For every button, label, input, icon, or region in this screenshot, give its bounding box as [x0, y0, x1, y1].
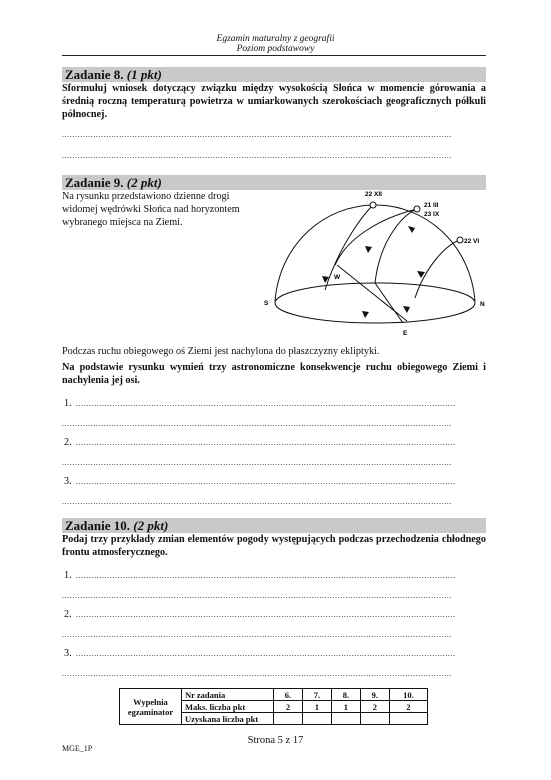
task10-title: Zadanie 10.	[65, 518, 131, 533]
score-row-label: Nr zadania	[182, 689, 274, 701]
task-number-cell: 9.	[360, 689, 389, 701]
answer-line[interactable]: ..................................................................................................................................................	[76, 571, 456, 580]
answer-line[interactable]: ..................................................................................................................................................	[76, 477, 456, 486]
task-number-cell: 10.	[389, 689, 427, 701]
diagonal-line-2	[375, 283, 403, 323]
arrow-head	[362, 311, 369, 318]
task10-heading	[62, 518, 486, 533]
celestial-dome	[275, 205, 475, 301]
sun-path-22vi	[415, 240, 460, 298]
task8-points: (1 pkt)	[126, 67, 162, 82]
answer-line[interactable]: ......................................................................................................................................................	[62, 591, 452, 600]
arrow-head	[403, 306, 410, 313]
task9-points: (2 pkt)	[126, 175, 162, 190]
task-number-cell: 6.	[274, 689, 303, 701]
answer-number: 1.	[64, 398, 72, 409]
task-number-cell: 8.	[331, 689, 360, 701]
task9-title: Zadanie 9.	[65, 175, 124, 190]
max-points-cell: 2	[274, 701, 303, 713]
diagonal-line	[337, 265, 407, 321]
task9-question: Na podstawie rysunku wymień trzy astronomiczne konsekwencje ruchu obiegowego Ziemi i nachylenia jej osi.	[62, 362, 486, 386]
label-22vi: 22 VI	[464, 238, 480, 245]
answer-number: 1.	[64, 570, 72, 581]
arrow-head	[408, 226, 415, 233]
score-filler-label: Wypełnia egzaminator	[120, 689, 182, 725]
label-21iii: 21 III	[424, 202, 439, 209]
task9-statement: Podczas ruchu obiegowego oś Ziemi jest nachylona do płaszczyzny ekliptyki.	[62, 346, 380, 357]
answer-line[interactable]: ......................................................................................................................................................	[62, 130, 452, 139]
answer-number: 3.	[64, 476, 72, 487]
sun-marker-22vi	[457, 237, 463, 243]
sun-marker-22xii	[370, 202, 376, 208]
answer-line[interactable]: ......................................................................................................................................................	[62, 151, 452, 160]
header-divider	[62, 55, 486, 56]
max-points-cell: 1	[302, 701, 331, 713]
page-number: Strona 5 z 17	[247, 735, 304, 746]
scored-points-cell[interactable]	[274, 713, 303, 725]
answer-number: 2.	[64, 437, 72, 448]
sun-path-equinox	[375, 209, 417, 283]
label-22xii: 22 XII	[365, 191, 382, 198]
horizon-plane	[275, 283, 475, 323]
task8-text: Sformułuj wniosek dotyczący związku między wysokością Słońca w momencie górowania a średnią roczną temperaturą powietrza w umiarkowanych szerokościach geograficznych półkuli północnej.	[62, 83, 486, 120]
label-west: W	[334, 274, 341, 281]
score-table	[119, 688, 428, 725]
scored-points-cell[interactable]	[302, 713, 331, 725]
sun-path-diagram	[255, 183, 490, 340]
answer-number: 3.	[64, 648, 72, 659]
answer-number: 2.	[64, 609, 72, 620]
exam-code: MGE_1P	[62, 744, 93, 753]
scored-points-cell[interactable]	[360, 713, 389, 725]
answer-line[interactable]: ......................................................................................................................................................	[62, 458, 452, 467]
label-23ix: 23 IX	[424, 211, 440, 218]
task8-title: Zadanie 8.	[65, 67, 124, 82]
answer-line[interactable]: ..................................................................................................................................................	[76, 399, 456, 408]
task8-heading	[62, 67, 486, 82]
exam-title: Egzamin maturalny z geografii	[216, 34, 335, 44]
scored-points-cell[interactable]	[389, 713, 427, 725]
label-north: N	[480, 301, 485, 308]
answer-line[interactable]: ..................................................................................................................................................	[76, 649, 456, 658]
max-points-cell: 2	[389, 701, 427, 713]
label-south: S	[264, 300, 269, 307]
arrow-head	[365, 246, 372, 253]
max-points-cell: 1	[331, 701, 360, 713]
answer-line[interactable]: ..................................................................................................................................................	[76, 610, 456, 619]
answer-line[interactable]: ......................................................................................................................................................	[62, 669, 452, 678]
answer-line[interactable]: ......................................................................................................................................................	[62, 419, 452, 428]
exam-level: Poziom podstawowy	[236, 44, 315, 54]
label-east: E	[403, 330, 408, 337]
task10-text: Podaj trzy przykłady zmian elementów pogody występujących podczas przechodzenia chłodnego frontu atmosferycznego.	[62, 534, 486, 558]
scored-points-cell[interactable]	[331, 713, 360, 725]
sun-marker-equinox	[414, 206, 420, 212]
score-row-label: Maks. liczba pkt	[182, 701, 274, 713]
answer-line[interactable]: ..................................................................................................................................................	[76, 438, 456, 447]
task-number-cell: 7.	[302, 689, 331, 701]
answer-line[interactable]: ......................................................................................................................................................	[62, 497, 452, 506]
answer-line[interactable]: ......................................................................................................................................................	[62, 630, 452, 639]
task10-points: (2 pkt)	[133, 518, 169, 533]
max-points-cell: 2	[360, 701, 389, 713]
score-row-label: Uzyskana liczba pkt	[182, 713, 274, 725]
task9-intro: Na rysunku przedstawiono dzienne drogi widomej wędrówki Słońca nad horyzontem wybranego miejsca na Ziemi.	[62, 191, 240, 228]
